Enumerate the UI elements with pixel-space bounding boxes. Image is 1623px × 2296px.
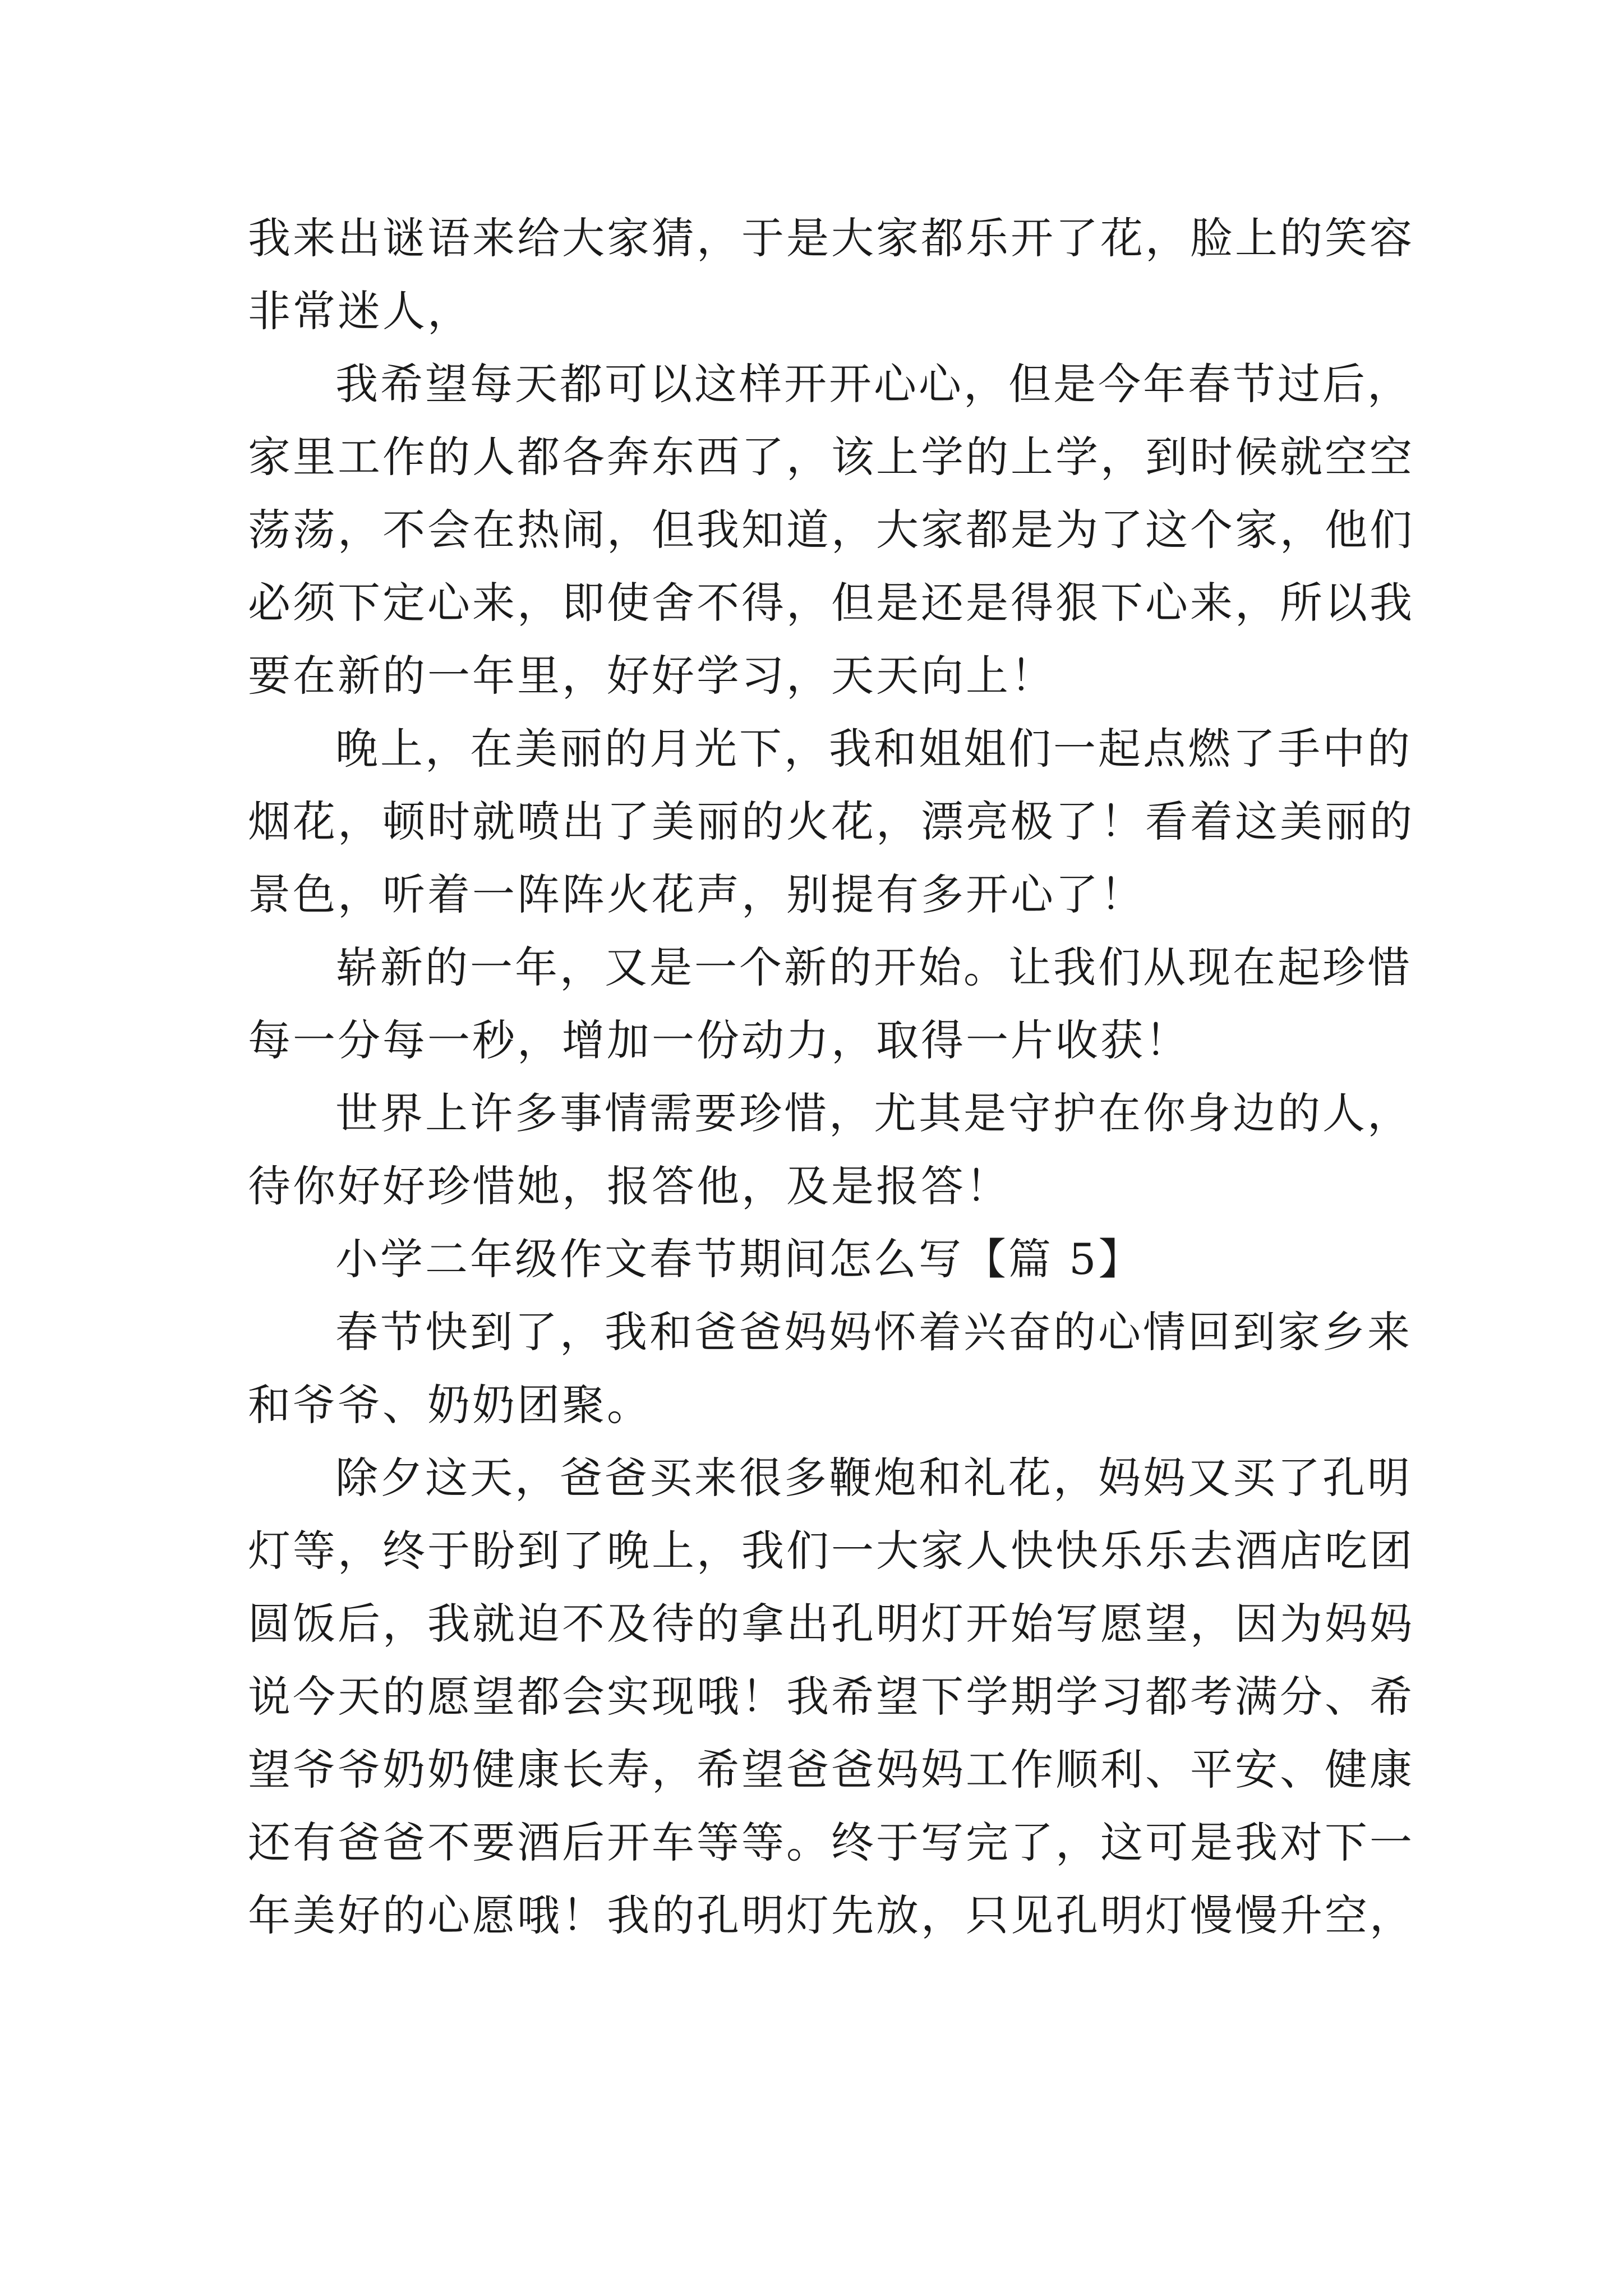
text-line: 灯等，终于盼到了晚上，我们一大家人快快乐乐去酒店吃团 [248,1526,1414,1576]
text-line: 要在新的一年里，好好学习，天天向上！ [248,651,1055,701]
text-line: 年美好的心愿哦！我的孔明灯先放，只见孔明灯慢慢升空， [248,1890,1414,1940]
text-line: 景色，听着一阵阵火花声，别提有多开心了！ [248,869,1145,919]
text-line: 和爷爷、奶奶团聚。 [248,1380,652,1430]
paragraph-start-line: 除夕这天，爸爸买来很多鞭炮和礼花，妈妈又买了孔明 [335,1453,1412,1503]
text-line: 烟花，顿时就喷出了美丽的火花，漂亮极了！看着这美丽的 [248,797,1414,846]
text-line: 必须下定心来，即使舍不得，但是还是得狠下心来，所以我 [248,578,1414,628]
paragraph-start-line: 晚上，在美丽的月光下，我和姐姐们一起点燃了手中的 [335,724,1412,774]
body-text [248,202,1414,1952]
text-line: 每一分每一秒，增加一份动力，取得一片收获！ [248,1015,1190,1065]
section-heading: 小学二年级作文春节期间怎么写【篇 5】 [335,1234,1144,1284]
text-line: 说今天的愿望都会实现哦！我希望下学期学习都考满分、希 [248,1672,1414,1722]
text-line: 我来出谜语来给大家猜，于是大家都乐开了花，脸上的笑容 [248,213,1414,263]
text-line: 待你好好珍惜她，报答他，及是报答！ [248,1161,1011,1211]
paragraph-start-line: 春节快到了，我和爸爸妈妈怀着兴奋的心情回到家乡来 [335,1307,1412,1357]
paragraph-start-line: 崭新的一年，又是一个新的开始。让我们从现在起珍惜 [335,942,1412,992]
text-line: 家里工作的人都各奔东西了，该上学的上学，到时候就空空 [248,432,1414,482]
text-line: 望爷爷奶奶健康长寿，希望爸爸妈妈工作顺利、平安、健康 [248,1745,1414,1795]
text-line: 荡荡，不会在热闹，但我知道，大家都是为了这个家，他们 [248,505,1414,555]
paragraph-start-line: 世界上许多事情需要珍惜，尤其是守护在你身边的人， [335,1088,1412,1138]
text-line: 还有爸爸不要酒后开车等等。终于写完了，这可是我对下一 [248,1818,1414,1867]
paragraph-start-line: 我希望每天都可以这样开开心心，但是今年春节过后， [335,359,1412,409]
text-line: 圆饭后，我就迫不及待的拿出孔明灯开始写愿望，因为妈妈 [248,1599,1414,1649]
text-line: 非常迷人， [248,286,472,336]
